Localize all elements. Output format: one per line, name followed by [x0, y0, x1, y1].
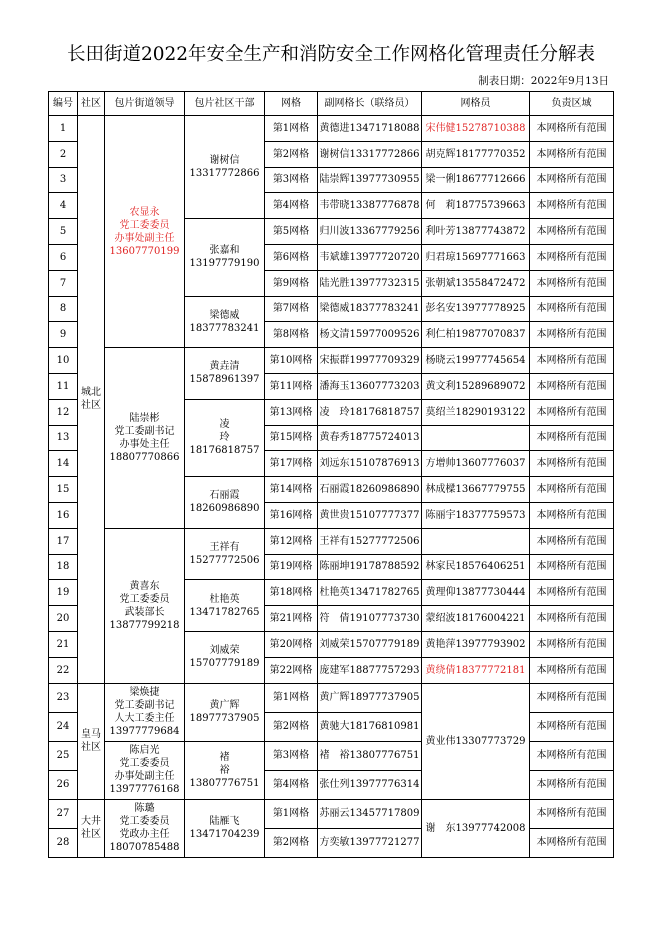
community-cadre: 谢树信 13317772866 [185, 116, 265, 219]
grid-member: 杨晓云19977745654 [422, 348, 530, 374]
grid-member: 谢 东13977742008 [422, 799, 530, 857]
responsible-area: 本网格所有范围 [530, 322, 614, 348]
responsible-area: 本网格所有范围 [530, 425, 614, 451]
community-cadre: 黄垚清 15878961397 [185, 348, 265, 400]
grid-member: 胡克辉18177770352 [422, 141, 530, 167]
community-cadre: 陆雁飞 13471704239 [185, 799, 265, 857]
responsible-area: 本网格所有范围 [530, 477, 614, 503]
responsible-area: 本网格所有范围 [530, 373, 614, 399]
deputy-grid-leader: 黄春秀18775724013 [318, 425, 422, 451]
responsible-area: 本网格所有范围 [530, 799, 614, 828]
responsible-area: 本网格所有范围 [530, 399, 614, 425]
responsible-area: 本网格所有范围 [530, 244, 614, 270]
table-row [49, 116, 614, 142]
responsible-area: 本网格所有范围 [530, 828, 614, 857]
responsible-area: 本网格所有范围 [530, 270, 614, 296]
column-header: 负责区域 [530, 92, 614, 116]
responsible-area: 本网格所有范围 [530, 683, 614, 712]
responsible-area: 本网格所有范围 [530, 554, 614, 580]
grid-name: 第4网格 [265, 193, 318, 219]
deputy-grid-leader: 褚 裕13807776751 [318, 741, 422, 770]
grid-member: 彭名安13977778925 [422, 296, 530, 322]
street-leader: 梁焕捷 党工委副书记 人大工委主任 13977779684 [105, 683, 185, 741]
deputy-grid-leader: 梁德威18377783241 [318, 296, 422, 322]
row-number: 13 [49, 425, 78, 451]
street-leader: 陈启光 党工委委员 办事处副主任 13977776168 [105, 741, 185, 799]
table-row [49, 683, 614, 712]
column-header: 社区 [78, 92, 105, 116]
community-cadre: 刘威荣 15707779189 [185, 631, 265, 683]
row-number: 27 [49, 799, 78, 828]
row-number: 21 [49, 631, 78, 657]
deputy-grid-leader: 黄世贵15107777377 [318, 502, 422, 528]
community-cadre: 黄广辉 18977737905 [185, 683, 265, 741]
deputy-grid-leader: 符 倩19107773730 [318, 606, 422, 632]
row-number: 6 [49, 244, 78, 270]
responsible-area: 本网格所有范围 [530, 141, 614, 167]
community-cadre: 张嘉和 13197779190 [185, 219, 265, 296]
grid-name: 第16网格 [265, 502, 318, 528]
grid-member: 黄绕倩18377772181 [422, 657, 530, 683]
grid-name: 第18网格 [265, 580, 318, 606]
table-row [49, 741, 614, 770]
grid-name: 第3网格 [265, 167, 318, 193]
deputy-grid-leader: 韦带晓13387776878 [318, 193, 422, 219]
responsible-area: 本网格所有范围 [530, 348, 614, 374]
responsible-area: 本网格所有范围 [530, 741, 614, 770]
responsible-area: 本网格所有范围 [530, 296, 614, 322]
grid-member: 利仁柏19877070837 [422, 322, 530, 348]
grid-member: 黄业伟13307773729 [422, 683, 530, 799]
grid-member: 黄艳萍13977793902 [422, 631, 530, 657]
responsible-area: 本网格所有范围 [530, 451, 614, 477]
street-leader: 陆崇彬 党工委副书记 办事处主任 18807770866 [105, 348, 185, 529]
row-number: 9 [49, 322, 78, 348]
grid-member: 梁一俐18677712666 [422, 167, 530, 193]
grid-name: 第2网格 [265, 828, 318, 857]
row-number: 19 [49, 580, 78, 606]
creation-date: 制表日期：2022年9月13日 [478, 75, 609, 87]
grid-member: 利叶芳13877743872 [422, 219, 530, 245]
grid-name: 第14网格 [265, 477, 318, 503]
grid-member: 方增帅13607776037 [422, 451, 530, 477]
grid-name: 第1网格 [265, 116, 318, 142]
deputy-grid-leader: 张仕列13977776314 [318, 770, 422, 799]
grid-name: 第5网格 [265, 219, 318, 245]
deputy-grid-leader: 凌 玲18176818757 [318, 399, 422, 425]
grid-name: 第6网格 [265, 244, 318, 270]
deputy-grid-leader: 石丽霞18260986890 [318, 477, 422, 503]
row-number: 24 [49, 712, 78, 741]
community-name: 城北 社区 [78, 116, 105, 684]
column-header: 包片街道领导 [105, 92, 185, 116]
row-number: 5 [49, 219, 78, 245]
deputy-grid-leader: 韦斌雄13977720720 [318, 244, 422, 270]
row-number: 18 [49, 554, 78, 580]
deputy-grid-leader: 庞建军18877757293 [318, 657, 422, 683]
responsible-area: 本网格所有范围 [530, 631, 614, 657]
column-header: 编号 [49, 92, 78, 116]
row-number: 11 [49, 373, 78, 399]
community-name: 大井 社区 [78, 799, 105, 857]
grid-name: 第17网格 [265, 451, 318, 477]
grid-name: 第20网格 [265, 631, 318, 657]
table-body [49, 92, 614, 858]
grid-member: 黄文利15289689072 [422, 373, 530, 399]
community-name: 皇马 社区 [78, 683, 105, 799]
deputy-grid-leader: 陆崇辉13977730955 [318, 167, 422, 193]
column-header: 网格 [265, 92, 318, 116]
responsible-area: 本网格所有范围 [530, 712, 614, 741]
grid-member [422, 425, 530, 451]
grid-name: 第19网格 [265, 554, 318, 580]
grid-name: 第11网格 [265, 373, 318, 399]
grid-member: 张朝斌13558472472 [422, 270, 530, 296]
responsible-area: 本网格所有范围 [530, 606, 614, 632]
community-cadre: 梁德威 18377783241 [185, 296, 265, 348]
grid-name: 第8网格 [265, 322, 318, 348]
grid-member [422, 528, 530, 554]
grid-member: 林成樑13667779755 [422, 477, 530, 503]
deputy-grid-leader: 陆光胜13977732315 [318, 270, 422, 296]
grid-member: 蒙绍波18176004221 [422, 606, 530, 632]
deputy-grid-leader: 宋振群19977709329 [318, 348, 422, 374]
responsible-area: 本网格所有范围 [530, 116, 614, 142]
deputy-grid-leader: 潘海玉13607773203 [318, 373, 422, 399]
responsible-area: 本网格所有范围 [530, 580, 614, 606]
row-number: 17 [49, 528, 78, 554]
grid-name: 第4网格 [265, 770, 318, 799]
responsible-area: 本网格所有范围 [530, 528, 614, 554]
row-number: 1 [49, 116, 78, 142]
grid-member: 宋伟健15278710388 [422, 116, 530, 142]
row-number: 4 [49, 193, 78, 219]
deputy-grid-leader: 苏丽云13457717809 [318, 799, 422, 828]
grid-name: 第21网格 [265, 606, 318, 632]
deputy-grid-leader: 王祥有15277772506 [318, 528, 422, 554]
deputy-grid-leader: 谢树信13317772866 [318, 141, 422, 167]
grid-name: 第15网格 [265, 425, 318, 451]
row-number: 12 [49, 399, 78, 425]
community-cadre: 王祥有 15277772506 [185, 528, 265, 580]
street-leader: 黄喜东 党工委委员 武装部长 13877799218 [105, 528, 185, 683]
responsible-area: 本网格所有范围 [530, 219, 614, 245]
grid-member: 归君琼15697771663 [422, 244, 530, 270]
grid-member: 莫绍兰18290193122 [422, 399, 530, 425]
row-number: 25 [49, 741, 78, 770]
row-number: 7 [49, 270, 78, 296]
table-row [49, 799, 614, 828]
deputy-grid-leader: 刘远东15107876913 [318, 451, 422, 477]
responsible-area: 本网格所有范围 [530, 502, 614, 528]
grid-name: 第1网格 [265, 683, 318, 712]
grid-name: 第22网格 [265, 657, 318, 683]
community-cadre: 凌 玲 18176818757 [185, 399, 265, 476]
street-leader: 农显永 党工委委员 办事处副主任 13607770199 [105, 116, 185, 348]
responsible-area: 本网格所有范围 [530, 657, 614, 683]
community-cadre: 石丽霞 18260986890 [185, 477, 265, 529]
grid-member: 林家民18576406251 [422, 554, 530, 580]
community-cadre: 杜艳英 13471782765 [185, 580, 265, 632]
row-number: 23 [49, 683, 78, 712]
responsible-area: 本网格所有范围 [530, 167, 614, 193]
grid-name: 第9网格 [265, 270, 318, 296]
grid-name: 第2网格 [265, 712, 318, 741]
grid-name: 第3网格 [265, 741, 318, 770]
deputy-grid-leader: 杨文清15977009526 [318, 322, 422, 348]
row-number: 10 [49, 348, 78, 374]
grid-name: 第12网格 [265, 528, 318, 554]
grid-name: 第7网格 [265, 296, 318, 322]
responsible-area: 本网格所有范围 [530, 770, 614, 799]
row-number: 3 [49, 167, 78, 193]
row-number: 28 [49, 828, 78, 857]
grid-name: 第1网格 [265, 799, 318, 828]
row-number: 26 [49, 770, 78, 799]
table-header-row [49, 92, 614, 116]
row-number: 22 [49, 657, 78, 683]
deputy-grid-leader: 归川波13367779256 [318, 219, 422, 245]
grid-name: 第2网格 [265, 141, 318, 167]
community-cadre: 褚 裕 13807776751 [185, 741, 265, 799]
table-row [49, 348, 614, 374]
column-header: 副网格长（联络员） [318, 92, 422, 116]
table-row [49, 528, 614, 554]
row-number: 16 [49, 502, 78, 528]
row-number: 14 [49, 451, 78, 477]
deputy-grid-leader: 黄驰大18176810981 [318, 712, 422, 741]
deputy-grid-leader: 杜艳英13471782765 [318, 580, 422, 606]
grid-member: 陈丽宇18377759573 [422, 502, 530, 528]
grid-member: 何 莉18775739663 [422, 193, 530, 219]
row-number: 20 [49, 606, 78, 632]
row-number: 2 [49, 141, 78, 167]
grid-member: 黄理仰13877730444 [422, 580, 530, 606]
column-header: 网格员 [422, 92, 530, 116]
street-leader: 陈璐 党工委委员 党政办主任 18070785488 [105, 799, 185, 857]
deputy-grid-leader: 黄广辉18977737905 [318, 683, 422, 712]
grid-name: 第13网格 [265, 399, 318, 425]
deputy-grid-leader: 方奕敏13977721277 [318, 828, 422, 857]
column-header: 包片社区干部 [185, 92, 265, 116]
deputy-grid-leader: 刘威荣15707779189 [318, 631, 422, 657]
responsibility-table [48, 91, 614, 858]
page-title: 长田街道2022年安全生产和消防安全工作网格化管理责任分解表 [66, 44, 596, 65]
deputy-grid-leader: 陈丽坤19178788592 [318, 554, 422, 580]
deputy-grid-leader: 黄德进13471718088 [318, 116, 422, 142]
grid-name: 第10网格 [265, 348, 318, 374]
row-number: 15 [49, 477, 78, 503]
row-number: 8 [49, 296, 78, 322]
responsible-area: 本网格所有范围 [530, 193, 614, 219]
